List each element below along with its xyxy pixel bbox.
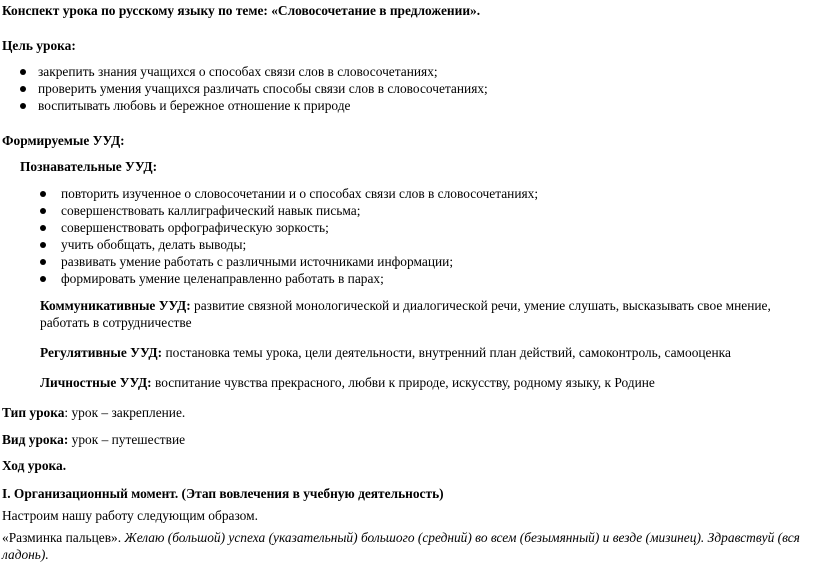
cognitive-item [0,270,816,288]
cognitive-item [0,253,816,271]
bullet-icon [40,276,46,282]
communicative-text-cont: работать в сотрудничестве [40,315,192,330]
goal-item-text: закрепить знания учащихся о способах связи слов в словосочетаниях; [38,64,438,79]
cognitive-item-text: повторить изученное о словосочетании и о способах связи слов в словосочетаниях; [61,186,539,201]
goal-heading: Цель урока: [2,38,76,53]
cognitive-item-text: формировать умение целенаправленно работать в парах; [61,271,384,286]
lesson-kind-text: урок – путешествие [68,432,186,447]
personal-label: Личностные УУД: [40,375,152,390]
bullet-icon [20,86,26,92]
warmup-text: Желаю (большой) успеха (указательный) большого (средний) во всем (безымянный) и везде (мизинец). Здравствуй (вся [121,530,800,545]
goal-item [0,63,816,81]
lesson-kind-label: Вид урока: [2,432,69,447]
progress-heading: Ход урока. [2,458,67,473]
warmup-text-cont: ладонь). [2,547,49,562]
bullet-icon [40,259,46,265]
cognitive-item-text: совершенствовать каллиграфический навык письма; [61,203,361,218]
regulative-paragraph [40,344,731,362]
document-title: Конспект урока по русскому языку по теме: «Словосочетание в предложении». [2,3,481,18]
bullet-icon [40,242,46,248]
bullet-icon [20,103,26,109]
bullet-icon [40,208,46,214]
warmup-paragraph [2,529,800,547]
cognitive-item [0,219,816,237]
setup-text: Настроим нашу работу следующим образом. [2,508,258,523]
lesson-type-text: : урок – закрепление. [64,405,186,420]
communicative-text: развитие связной монологической и диалогической речи, умение слушать, высказывать свое мнение, [190,298,771,313]
cognitive-heading: Познавательные УУД: [20,159,158,174]
goal-item-text: проверить умения учащихся различать способы связи слов в словосочетаниях; [38,81,488,96]
uud-heading: Формируемые УУД: [2,133,125,148]
cognitive-item [0,185,816,203]
cognitive-item [0,202,816,220]
communicative-label: Коммуникативные УУД: [40,298,191,313]
goal-item [0,80,816,98]
cognitive-item-text: совершенствовать орфографическую зоркость; [61,220,329,235]
goal-item [0,97,816,115]
personal-text: воспитание чувства прекрасного, любви к природе, искусству, родному языку, к Родине [151,375,655,390]
lesson-type-paragraph [2,404,185,422]
bullet-icon [40,225,46,231]
section1-heading: I. Организационный момент. (Этап вовлечения в учебную деятельность) [2,486,444,501]
cognitive-item-text: учить обобщать, делать выводы; [61,237,247,252]
warmup-label: «Разминка пальцев». [2,530,122,545]
communicative-paragraph [40,297,771,315]
regulative-text: постановка темы урока, цели деятельности, внутренний план действий, самоконтроль, самооценка [162,345,731,360]
cognitive-item-text: развивать умение работать с различными источниками информации; [61,254,454,269]
bullet-icon [20,69,26,75]
personal-paragraph [40,374,655,392]
bullet-icon [40,191,46,197]
goal-item-text: воспитывать любовь и бережное отношение к природе [38,98,351,113]
cognitive-item [0,236,816,254]
regulative-label: Регулятивные УУД: [40,345,163,360]
lesson-type-label: Тип урока [2,405,65,420]
lesson-kind-paragraph [2,431,185,449]
